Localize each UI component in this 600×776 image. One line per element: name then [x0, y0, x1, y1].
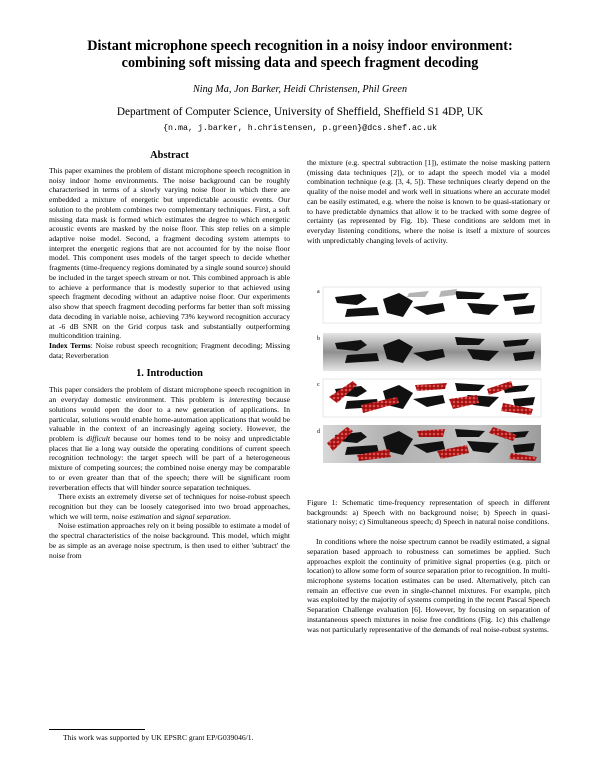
panel-d: [323, 425, 541, 463]
intro-p1-text-b: because solutions would open the door to a new generation of applications. In particular, solutions would enable home-automation applications that would be valuable in the context of an increasingly ageing society. However, the problem is: [49, 395, 290, 443]
panel-c: [323, 379, 541, 417]
panel-b: [323, 333, 541, 371]
affiliation: Department of Computer Science, University of Sheffield, Sheffield S1 4DP, UK: [116, 106, 484, 118]
intro-paragraph-3: Noise estimation approaches rely on it being possible to estimate a model of the spectral characteristics of the noise background. This model, which might be as simple as an average noise spectrum, is then used to either 'subtract' the noise from: [49, 521, 290, 560]
paper-title: [40, 38, 560, 72]
intro-p2-emphasis-1: noise estimation: [111, 511, 162, 521]
panel-label-b: b: [317, 336, 320, 342]
abstract-heading: Abstract: [150, 150, 189, 161]
footnote-rule: [49, 729, 145, 730]
right-paragraph-1: the mixture (e.g. spectral subtraction [1]), estimate the noise masking pattern (missing data techniques [2]), or to adapt the speech model via a model combination technique (e.g. [3, 4, 5]). These techniques clearly depend on the quality of the noise model and work well in situations where an accurate model can be easily estimated, e.g. where the noise is known to be quasi-stationary or to have predictable dynamics that allow it to be tracked with some degree of certainty (as represented by Fig. 1b). These conditions are seldom met in everyday listening conditions, where the noise is itself a mixture of sources with unpredictably changing levels of activity.: [307, 158, 550, 245]
authors: Ning Ma, Jon Barker, Heidi Christensen, Phil Green: [192, 84, 408, 95]
left-column: [49, 150, 290, 560]
title-line-1: Distant microphone speech recognition in a noisy indoor environment:: [87, 38, 513, 54]
footnote: This work was supported by UK EPSRC grant EP/G039046/1.: [63, 733, 254, 742]
right-column: [307, 158, 550, 245]
intro-p2-text-a: There exists an extremely diverse set of techniques for noise-robust speech recognition but they can be loosely categorised into two broad approaches, which we will term,: [49, 492, 290, 521]
intro-p2-emphasis-2: signal separation: [175, 511, 229, 521]
intro-p1-emphasis-1: interesting: [228, 395, 262, 405]
panel-label-c: c: [317, 382, 320, 388]
intro-p1-text-a: This paper considers the problem of distant microphone speech recognition in an everyday domestic environment. This problem is: [49, 385, 290, 405]
intro-paragraph-2: [49, 492, 290, 521]
title-line-2: combining soft missing data and speech fragment decoding: [121, 55, 479, 71]
panel-label-a: a: [317, 289, 320, 295]
panel-a: [323, 287, 541, 323]
index-terms-label: Index Terms: [49, 340, 91, 350]
right-paragraph-2: In conditions where the noise spectrum cannot be readily estimated, a signal separation based approach to robustness can sometimes be applied. Such approaches exploit the continuity of primitive signal properties (e.g. pitch or location) to allow some form of source separation prior to recognition. In multi-microphone systems location estimates can be used. Alternatively, pitch can remain an effective cue even in single-channel mixtures. For example, pitch was exploited by the majority of systems competing in the recent Pascal Speech Separation Challenge evaluation [6]. However, by focusing on separation of instantaneous speech mixtures in noise free conditions (Fig. 1c) this challenge was not particularly representative of the demands of real noise-robust systems.: [307, 537, 550, 634]
index-terms-text: : Noise robust speech recognition; Fragment decoding; Missing data; Reverberation: [49, 340, 290, 360]
figure-1: [317, 285, 545, 465]
abstract-body: This paper examines the problem of distant microphone speech recognition in noisy indoor home environments. The noise background can be roughly characterised in terms of a slowly varying noise floor in which there are embedded a mixture of energetic but unpredictable acoustic events. Our solution to the problem combines two complementary techniques. First, a soft missing data mask is formed which estimates the degree to which energetic acoustic events are masked by the noise floor. This step relies on a simple adaptive noise model. Second, a fragment decoding system attempts to interpret the energetic regions that are not accounted for by the noise floor model. This component uses models of the target speech to decide whether fragments (time-frequency regions dominated by a single sound source) should be included in the target speech stream or not. This combined approach is able to achieve a performance that is modestly superior to that achieved using speech fragment decoding without an adaptive noise floor. Our experiments also show that speech fragment decoding performs far better than soft missing data decoding in variable noise, achieving 73% keyword recognition accuracy at -6 dB SNR on the Grid corpus task and substantially outperforming multicondition training.: [49, 166, 290, 341]
author-emails: {n.ma, j.barker, h.christensen, p.green}@dcs.shef.ac.uk: [163, 124, 437, 133]
intro-paragraph-1: [49, 385, 290, 492]
intro-heading: 1. Introduction: [136, 368, 203, 380]
panel-label-d: d: [317, 429, 320, 435]
intro-p2-text-c: .: [228, 511, 231, 521]
figure-caption-block: [307, 498, 550, 634]
figure-1-graphic: [317, 285, 545, 465]
intro-p2-text-b: and: [161, 511, 176, 521]
intro-p1-text-c: because our homes tend to be noisy and unpredictable places that lie a long way outside the operating conditions of current speech recognition technology: the target speech will be part of a heterogeneous mixture of competing sources; the combined noise energy may be comparable to or even greater than that of the speech; there will be significant room reverberation effects that will hinder source separation techniques.: [49, 433, 290, 492]
intro-p1-emphasis-2: difficult: [86, 433, 110, 443]
figure-1-caption: Figure 1: Schematic time-frequency representation of speech in different backgrounds: a) Speech with no background noise; b) Speech in quasi-stationary noisy; c) Simultaneous speech; d) Speech in natural noise conditions.: [307, 498, 550, 527]
index-terms: [49, 341, 290, 360]
